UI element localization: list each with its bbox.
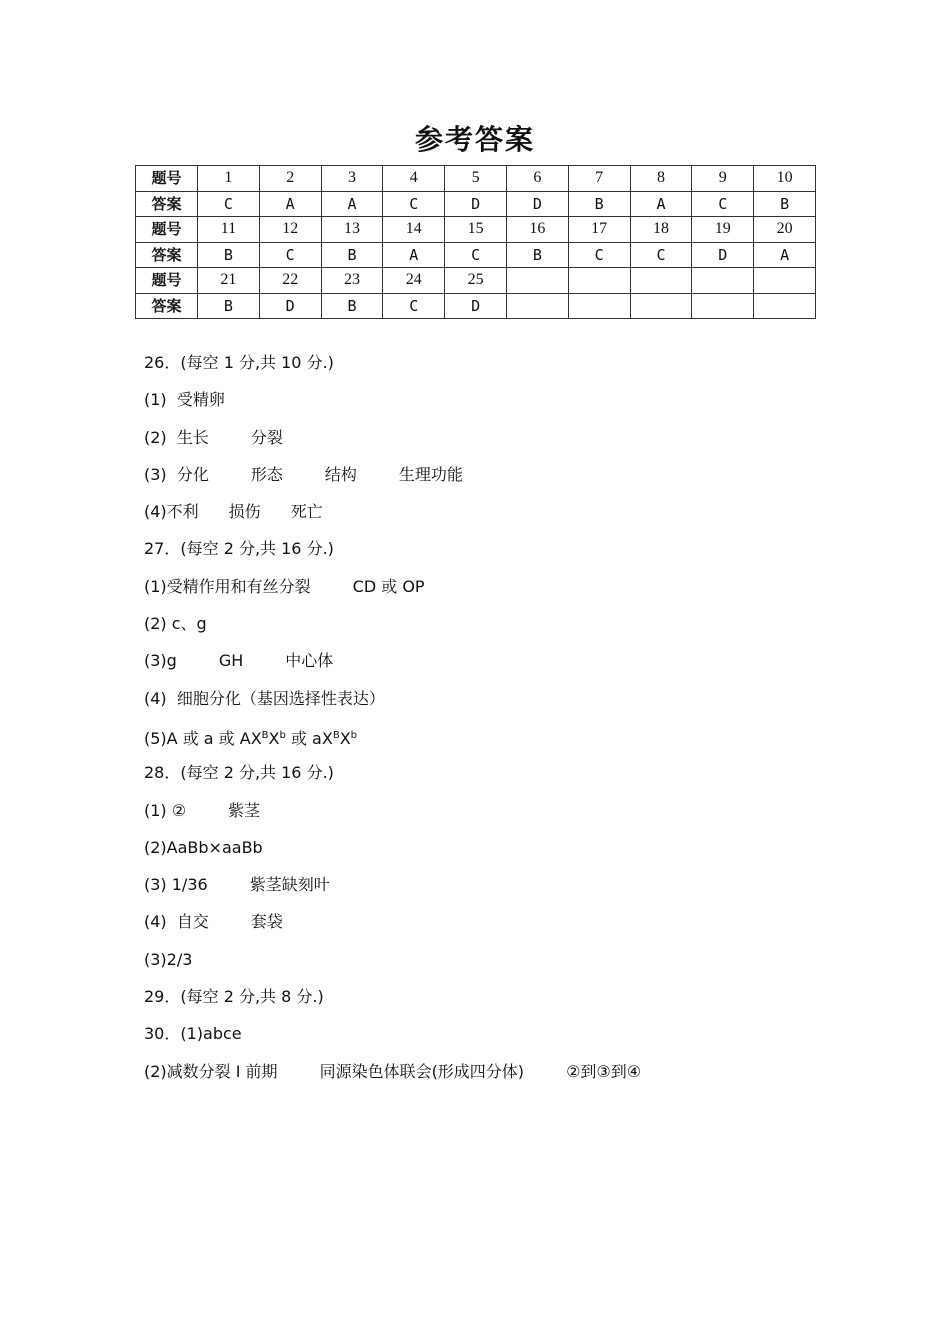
- answer-segment: 分裂: [250, 427, 283, 447]
- answer-line: [144, 874, 641, 911]
- answer-segment: 26．(每空 1 分,共 10 分.): [144, 353, 334, 372]
- question-number-cell: [568, 268, 630, 294]
- answer-line: [144, 538, 641, 575]
- answer-line: [144, 949, 641, 986]
- answer-segment: 套袋: [250, 912, 283, 932]
- row-label: 题号: [136, 268, 198, 294]
- answer-segment: (3)2/3: [144, 949, 193, 969]
- answer-cell: [630, 293, 692, 319]
- answer-cell: [754, 293, 816, 319]
- answer-cell: D: [259, 293, 321, 319]
- answer-segment: (3) 分化: [144, 464, 209, 484]
- answer-segment: (1)受精作用和有丝分裂: [144, 576, 311, 596]
- answer-cell: B: [754, 191, 816, 217]
- question-number-cell: [692, 268, 754, 294]
- question-number-cell: 25: [445, 268, 507, 294]
- answer-segment: 形态: [250, 464, 283, 484]
- answer-segment: (2) 生长: [144, 427, 209, 447]
- question-number-cell: 2: [259, 166, 321, 192]
- answer-cell: B: [321, 293, 383, 319]
- question-number-cell: [630, 268, 692, 294]
- answer-segment: (4)不利: [144, 502, 199, 522]
- answer-line: [144, 986, 641, 1023]
- answer-line: [144, 762, 641, 799]
- question-number-cell: 8: [630, 166, 692, 192]
- answer-segment: (2) c、g: [144, 614, 207, 634]
- question-number-cell: 11: [198, 217, 260, 243]
- question-number-cell: 23: [321, 268, 383, 294]
- answer-segment: 29．(每空 2 分,共 8 分.): [144, 987, 324, 1007]
- row-label: 答案: [136, 191, 198, 217]
- table-row: [136, 293, 816, 319]
- answer-cell: B: [506, 242, 568, 268]
- question-number-cell: [506, 268, 568, 294]
- answer-line: [144, 352, 641, 389]
- answer-segment: 27．(每空 2 分,共 16 分.): [144, 539, 334, 559]
- answer-segment: (2)减数分裂 I 前期: [144, 1061, 278, 1081]
- answer-cell: B: [198, 293, 260, 319]
- answer-line: [144, 389, 641, 426]
- answer-line: [144, 427, 641, 464]
- answer-segment: (3) 1/36: [144, 875, 208, 895]
- answer-segment: 中心体: [285, 651, 334, 671]
- answer-cell: B: [321, 242, 383, 268]
- answer-segment: 结构: [324, 464, 357, 484]
- answer-line: [144, 1023, 641, 1060]
- answer-segment: 30．(1)abce: [144, 1024, 242, 1044]
- row-label: 题号: [136, 166, 198, 192]
- answer-line: [144, 576, 641, 613]
- answer-segment: 紫茎缺刻叶: [249, 875, 330, 895]
- answer-cell: C: [198, 191, 260, 217]
- answer-line: [144, 800, 641, 837]
- answer-line: [144, 837, 641, 874]
- answer-line: [144, 501, 641, 538]
- answer-line: [144, 464, 641, 501]
- answer-segment: 28．(每空 2 分,共 16 分.): [144, 763, 334, 783]
- question-number-cell: 24: [383, 268, 445, 294]
- answer-cell: C: [568, 242, 630, 268]
- answer-cell: B: [568, 191, 630, 217]
- answer-segment: ②到③到④: [566, 1061, 642, 1081]
- answer-cell: [506, 293, 568, 319]
- question-number-cell: 13: [321, 217, 383, 243]
- answer-segment: 死亡: [290, 502, 323, 522]
- answer-cell: [692, 293, 754, 319]
- question-number-cell: [754, 268, 816, 294]
- answer-cell: A: [630, 191, 692, 217]
- answer-cell: B: [198, 242, 260, 268]
- answer-cell: C: [630, 242, 692, 268]
- answer-segment: (2)AaBb×aaBb: [144, 837, 263, 857]
- answer-line: [144, 725, 641, 762]
- row-label: 答案: [136, 242, 198, 268]
- question-number-cell: 6: [506, 166, 568, 192]
- question-number-cell: 4: [383, 166, 445, 192]
- question-number-cell: 14: [383, 217, 445, 243]
- table-row: [136, 217, 816, 243]
- answer-cell: D: [445, 293, 507, 319]
- question-number-cell: 16: [506, 217, 568, 243]
- answer-cell: D: [445, 191, 507, 217]
- answer-segment: 同源染色体联会(形成四分体): [319, 1061, 525, 1081]
- answer-segment: 损伤: [228, 502, 261, 522]
- answer-segment: (3)g: [144, 651, 177, 671]
- answer-cell: A: [754, 242, 816, 268]
- answer-segment: (1) 受精卵: [144, 390, 225, 410]
- question-number-cell: 21: [198, 268, 260, 294]
- question-number-cell: 1: [198, 166, 260, 192]
- question-number-cell: 12: [259, 217, 321, 243]
- question-number-cell: 7: [568, 166, 630, 192]
- answer-cell: C: [259, 242, 321, 268]
- answer-line: [144, 650, 641, 687]
- answer-line: [144, 613, 641, 650]
- answer-cell: C: [383, 191, 445, 217]
- answer-segment: (4) 细胞分化（基因选择性表达）: [144, 688, 385, 708]
- question-number-cell: 15: [445, 217, 507, 243]
- answer-line: [144, 688, 641, 725]
- table-row: [136, 242, 816, 268]
- answer-segment: CD 或 OP: [352, 576, 425, 596]
- question-number-cell: 10: [754, 166, 816, 192]
- table-row: [136, 268, 816, 294]
- answer-cell: D: [506, 191, 568, 217]
- question-number-cell: 18: [630, 217, 692, 243]
- answer-line: [144, 911, 641, 948]
- answer-cell: [568, 293, 630, 319]
- question-number-cell: 19: [692, 217, 754, 243]
- row-label: 题号: [136, 217, 198, 243]
- question-number-cell: 9: [692, 166, 754, 192]
- question-number-cell: 22: [259, 268, 321, 294]
- answer-segment: 紫茎: [228, 800, 261, 820]
- answer-cell: A: [383, 242, 445, 268]
- page-title: 参考答案: [414, 123, 535, 156]
- answer-line: [144, 1061, 641, 1098]
- answer-cell: D: [692, 242, 754, 268]
- answer-segment: (4) 自交: [144, 912, 209, 932]
- table-row: [136, 191, 816, 217]
- question-number-cell: 20: [754, 217, 816, 243]
- answer-segment: (5)A 或 a 或 $AX^BX^b$ 或 $aX^BX^b$: [144, 728, 358, 748]
- answer-cell: A: [321, 191, 383, 217]
- row-label: 答案: [136, 293, 198, 319]
- answer-segment: (1) ②: [144, 800, 187, 820]
- answer-lines: [144, 352, 641, 1098]
- answer-cell: C: [692, 191, 754, 217]
- question-number-cell: 5: [445, 166, 507, 192]
- answer-table: [135, 165, 816, 319]
- answer-segment: GH: [218, 651, 244, 671]
- question-number-cell: 3: [321, 166, 383, 192]
- answer-cell: A: [259, 191, 321, 217]
- answer-cell: C: [445, 242, 507, 268]
- answer-segment: 生理功能: [398, 464, 463, 484]
- question-number-cell: 17: [568, 217, 630, 243]
- table-row: [136, 166, 816, 192]
- answer-cell: C: [383, 293, 445, 319]
